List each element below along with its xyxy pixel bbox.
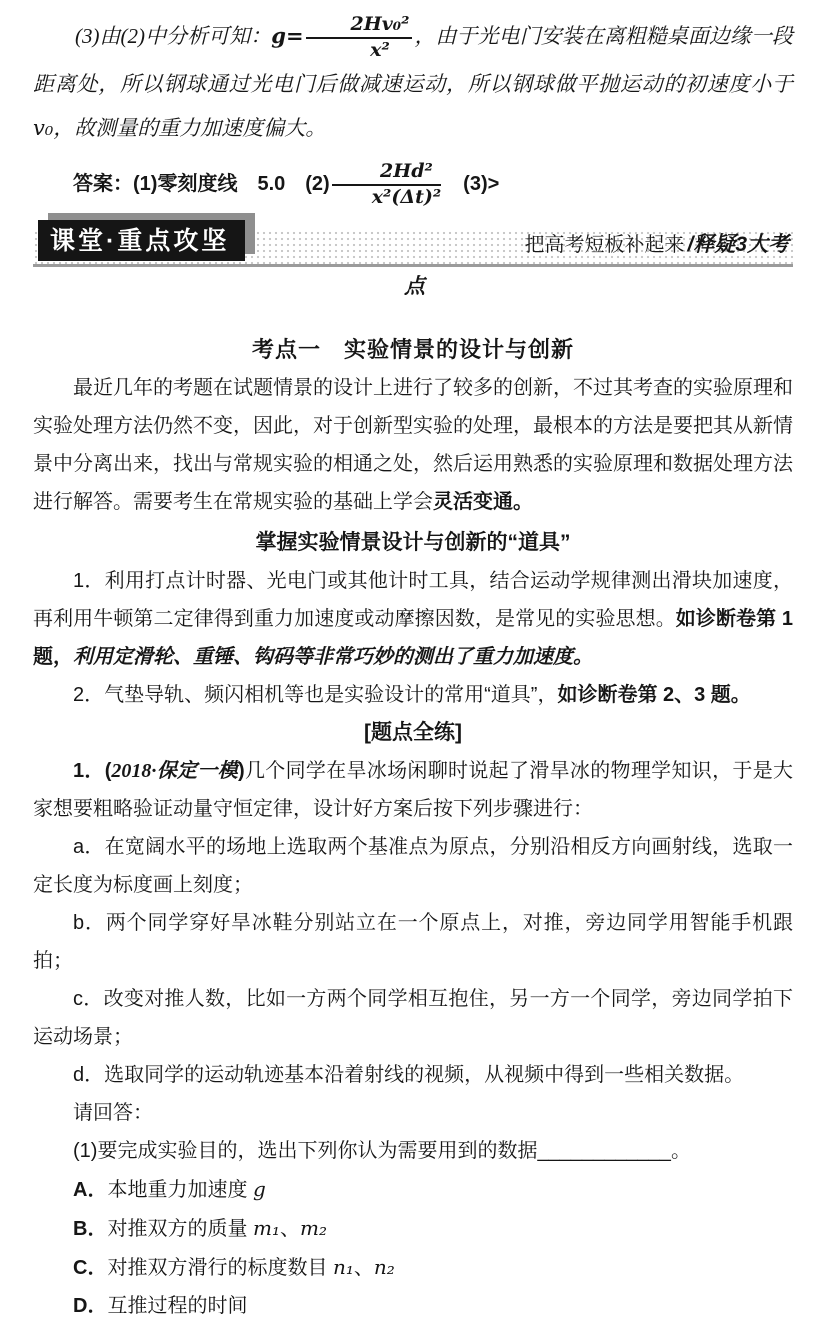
step-d: d．选取同学的运动轨迹基本沿着射线的视频，从视频中得到一些相关数据。	[73, 1064, 745, 1087]
point-2-text: 2．气垫导轨、频闪相机等也是实验设计的常用“道具”，	[73, 684, 558, 707]
option-c-var1: n₁	[333, 1255, 354, 1280]
option-a-text: 本地重力加速度	[107, 1179, 254, 1202]
option-b-var2: m₂	[300, 1216, 327, 1241]
option-a-var1: g	[253, 1177, 266, 1202]
fraction-g	[306, 14, 413, 62]
option-d-label: D．	[73, 1295, 108, 1318]
fraction-numerator: 2Hd²	[332, 161, 441, 186]
analysis-text-2: ，故测量的重力加速度偏大。	[53, 116, 327, 141]
option-c-label: C．	[73, 1257, 108, 1280]
answer-line	[33, 158, 793, 210]
option-a-label: A．	[73, 1179, 108, 1202]
step-a: a．在宽阔水平的场地上选取两个基准点为原点，分别沿相反方向画射线，选取一定长度为标度画上刻度；	[33, 836, 793, 897]
option-c-sep: 、	[353, 1257, 374, 1280]
option-a	[33, 1170, 793, 1209]
step-b: b．两个同学穿好旱冰鞋分别站立在一个原点上，对推，旁边同学用智能手机跟拍；	[33, 912, 793, 973]
practice-heading: [题点全练]	[364, 721, 462, 745]
analysis-paragraph	[33, 14, 793, 150]
tagline-normal: 把高考短板补起来	[524, 234, 685, 257]
question-1-sub-1	[33, 1132, 793, 1170]
section-heading: 考点一 实验情景的设计与创新	[251, 337, 574, 363]
intro-text-bold: 灵活变通。	[433, 491, 533, 514]
answer-part-3: (3)>	[443, 173, 500, 196]
option-c	[33, 1248, 793, 1287]
point-1-text: 1．利用打点计时器、光电门或其他计时工具，结合运动学规律测出滑块加速度，再利用牛顿第二定律得到重力加速度或动摩擦因数，是常见的实验思想。	[33, 570, 793, 631]
fraction-numerator: 2Hv₀²	[306, 14, 413, 39]
point-1-ref: 如诊断卷第 1 题，	[33, 608, 793, 669]
intro-paragraph	[33, 369, 793, 521]
answer-label: 答案：	[73, 173, 133, 196]
option-b-sep: 、	[280, 1218, 300, 1241]
question-1	[33, 752, 793, 828]
question-1-close: )	[237, 760, 245, 783]
fraction-answer	[332, 161, 441, 209]
point-1-ref-detail: 利用定滑轮、重锤、钩码等非常巧妙的测出了重力加速度。	[73, 646, 593, 669]
analysis-intro: (3)由(2)中分析可知：	[75, 24, 272, 48]
answer-blank: ____________	[537, 1140, 671, 1163]
question-prompt: 请回答：	[73, 1102, 153, 1125]
option-c-var2: n₂	[373, 1255, 395, 1280]
banner-tagline	[524, 228, 789, 258]
question-1-source: 2018·保定一模	[111, 760, 238, 783]
fraction-denominator: x²	[370, 39, 390, 62]
option-b-label: B．	[73, 1218, 108, 1241]
question-1-number: 1．(	[73, 760, 112, 783]
question-1-text: 几个同学在旱冰场闲聊时说起了滑旱冰的物理学知识，于是大家想要粗略验证动量守恒定律，设计好方案后按下列步骤进行：	[33, 760, 794, 821]
sub-question-text: (1)要完成实验目的，选出下列你认为需要用到的数据	[73, 1140, 538, 1163]
option-b-text: 对推双方的质量	[107, 1218, 254, 1241]
document-page	[0, 14, 826, 1325]
formula-g-lead: g=	[271, 23, 304, 48]
analysis-text-1: ，由于光电门安装在离粗糙桌面边缘一段距离处，所以钢球通过光电门后做减速运动，所以钢球做平抛运动的初速度小于	[33, 24, 793, 97]
sub-question-period: 。	[670, 1140, 691, 1163]
method-subheading: 掌握实验情景设计与创新的“道具”	[255, 531, 571, 555]
variable-v0: v₀	[33, 116, 54, 141]
option-b-var1: m₁	[253, 1216, 280, 1241]
tagline-wrap-char: 点	[404, 275, 425, 299]
option-d	[33, 1287, 793, 1325]
step-c: c．改变对推人数，比如一方两个同学相互抱住，另一方一个同学，旁边同学拍下运动场景；	[33, 988, 793, 1049]
answer-part-1: (1)零刻度线 5.0 (2)	[133, 173, 330, 196]
fraction-denominator: x²(Δt)²	[371, 185, 442, 208]
banner-badge	[38, 220, 245, 261]
intro-text: 最近几年的考题在试题情景的设计上进行了较多的创新，不过其考查的实验原理和实验处理方法仍然不变，因此，对于创新型实验的处理，最根本的方法是要把其从新情景中分离出来，找出与常规实验的相通之处，然后运用熟悉的实验原理和数据处理方法进行解答。需要考生在常规实验的基础上学会	[33, 377, 793, 514]
tagline-wrap-line	[33, 267, 793, 307]
tagline-bold: /释疑3大考	[687, 233, 789, 257]
method-point-1	[33, 562, 793, 676]
option-b	[33, 1209, 793, 1248]
option-c-text: 对推双方滑行的标度数目	[107, 1257, 334, 1280]
point-2-ref: 如诊断卷第 2、3 题。	[557, 684, 751, 707]
method-point-2	[33, 676, 793, 714]
option-d-text: 互推过程的时间	[107, 1295, 248, 1318]
banner-badge-label: 课堂·重点攻坚	[50, 227, 230, 256]
section-banner	[33, 227, 793, 267]
